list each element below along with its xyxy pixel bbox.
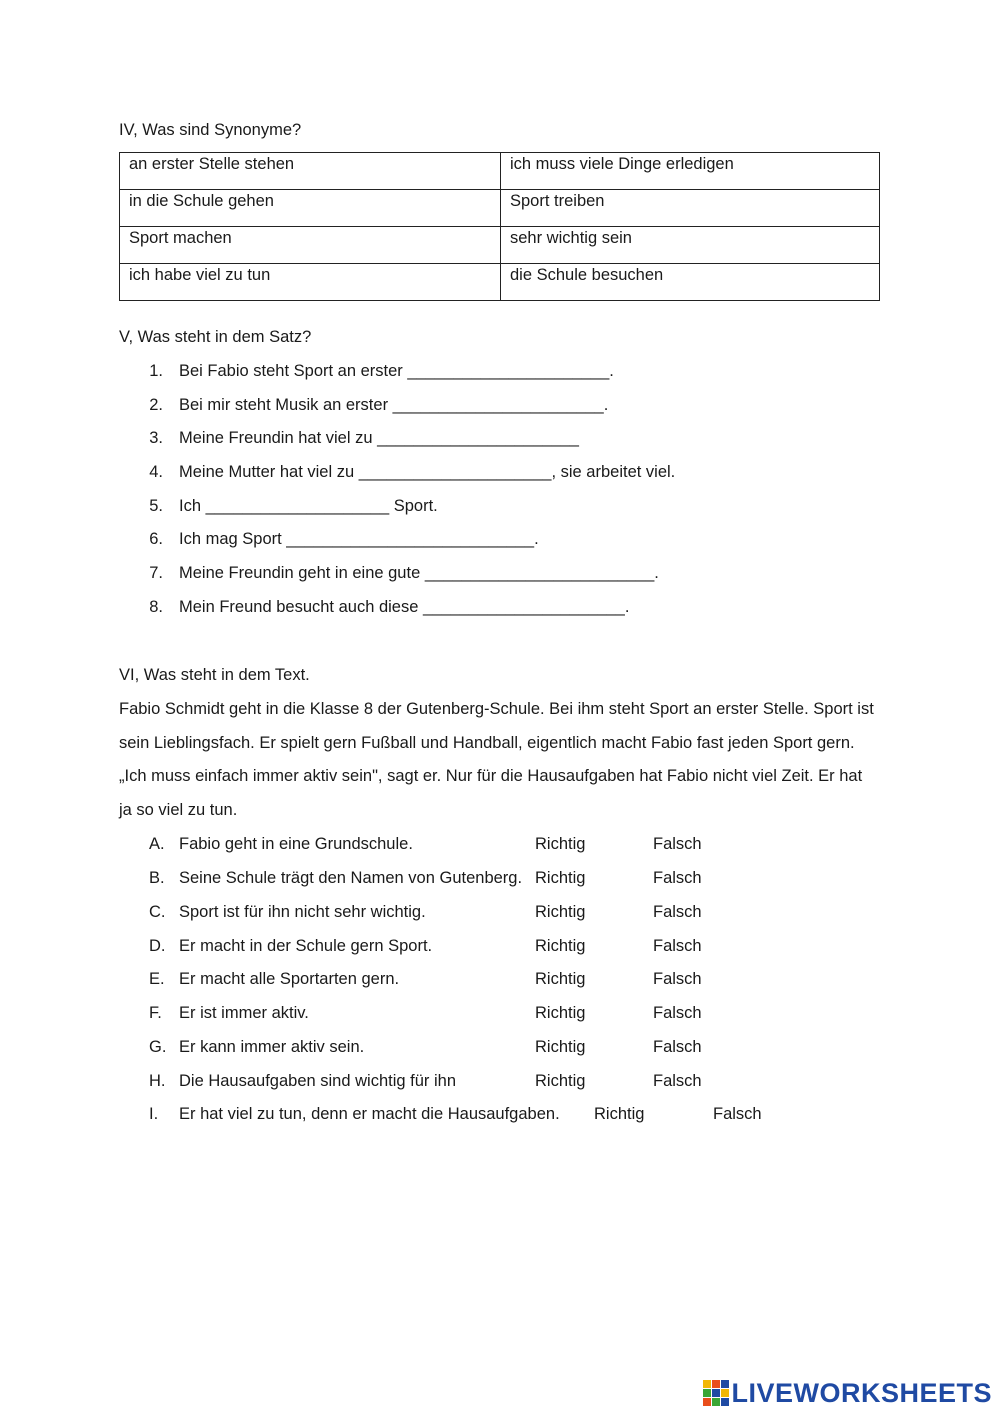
falsch-option[interactable]: Falsch [653,1004,702,1022]
statement-text: Er hat viel zu tun, denn er macht die Hausaufgaben. [179,1105,560,1123]
paragraph-line: sein Lieblingsfach. Er spielt gern Fußball und Handball, eigentlich macht Fabio fast jeden Sport gern. [119,734,855,752]
statement-text: Er macht alle Sportarten gern. [179,970,400,988]
paragraph-line: Fabio Schmidt geht in die Klasse 8 der Gutenberg-Schule. Bei ihm steht Sport an erster Stelle. Sport ist [119,700,874,718]
statement-letter: C. [149,903,166,921]
table-cell: sehr wichtig sein [501,227,880,264]
richtig-option[interactable]: Richtig [535,970,586,988]
section-5-heading: V, Was steht in dem Satz? [119,328,312,346]
table-cell: in die Schule gehen [120,190,501,227]
table-cell: Sport treiben [501,190,880,227]
list-item: Bei mir steht Musik an erster _______________________. [179,396,609,414]
falsch-option[interactable]: Falsch [653,970,702,988]
falsch-option[interactable]: Falsch [653,1072,702,1090]
list-item: Ich ____________________ Sport. [179,497,438,515]
statement-text: Fabio geht in eine Grundschule. [179,835,413,853]
list-item: Meine Freundin geht in eine gute _________________________. [179,564,659,582]
table-cell: ich habe viel zu tun [120,264,501,301]
list-number: 3. [149,429,163,447]
statement-text: Er ist immer aktiv. [179,1004,309,1022]
list-item: Bei Fabio steht Sport an erster ______________________. [179,362,614,380]
richtig-option[interactable]: Richtig [535,1004,586,1022]
list-number: 2. [149,396,163,414]
table-row [120,190,880,227]
table-cell: Sport machen [120,227,501,264]
table-cell: an erster Stelle stehen [120,153,501,190]
richtig-option[interactable]: Richtig [535,869,586,887]
statement-text: Seine Schule trägt den Namen von Gutenberg. [179,869,523,887]
list-item: Ich mag Sport ___________________________. [179,530,539,548]
statement-text: Er kann immer aktiv sein. [179,1038,365,1056]
paragraph-line: „Ich muss einfach immer aktiv sein", sagt er. Nur für die Hausaufgaben hat Fabio nicht viel Zeit. Er hat [119,767,863,785]
richtig-option[interactable]: Richtig [594,1105,645,1123]
list-number: 4. [149,463,163,481]
richtig-option[interactable]: Richtig [535,903,586,921]
statement-letter: H. [149,1072,166,1090]
list-number: 5. [149,497,163,515]
statement-text: Sport ist für ihn nicht sehr wichtig. [179,903,426,921]
synonym-table [119,152,880,301]
falsch-option[interactable]: Falsch [653,869,702,887]
list-item: Meine Mutter hat viel zu _____________________, sie arbeitet viel. [179,463,676,481]
richtig-option[interactable]: Richtig [535,937,586,955]
paragraph-line: ja so viel zu tun. [119,801,238,819]
table-row [120,227,880,264]
list-item: Meine Freundin hat viel zu ______________________ [179,429,579,447]
statement-letter: I. [149,1105,159,1123]
falsch-option[interactable]: Falsch [653,835,702,853]
falsch-option[interactable]: Falsch [713,1105,762,1123]
section-4-heading: IV, Was sind Synonyme? [119,121,302,139]
table-row [120,153,880,190]
liveworksheets-logo [703,1377,992,1409]
liveworksheets-logo-icon [703,1380,729,1406]
list-number: 6. [149,530,163,548]
table-cell: ich muss viele Dinge erledigen [501,153,880,190]
richtig-option[interactable]: Richtig [535,1038,586,1056]
richtig-option[interactable]: Richtig [535,1072,586,1090]
list-number: 8. [149,598,163,616]
richtig-option[interactable]: Richtig [535,835,586,853]
statement-letter: A. [149,835,165,853]
statement-letter: B. [149,869,165,887]
statement-letter: G. [149,1038,167,1056]
table-cell: die Schule besuchen [501,264,880,301]
list-number: 7. [149,564,163,582]
statement-letter: E. [149,970,165,988]
liveworksheets-brand-text: LIVEWORKSHEETS [731,1377,992,1408]
statement-text: Die Hausaufgaben sind wichtig für ihn [179,1072,456,1090]
section-6-heading: VI, Was steht in dem Text. [119,666,310,684]
list-number: 1. [149,362,163,380]
statement-letter: D. [149,937,166,955]
statement-text: Er macht in der Schule gern Sport. [179,937,433,955]
list-item: Mein Freund besucht auch diese ______________________. [179,598,630,616]
falsch-option[interactable]: Falsch [653,1038,702,1056]
table-row [120,264,880,301]
falsch-option[interactable]: Falsch [653,903,702,921]
falsch-option[interactable]: Falsch [653,937,702,955]
statement-letter: F. [149,1004,162,1022]
